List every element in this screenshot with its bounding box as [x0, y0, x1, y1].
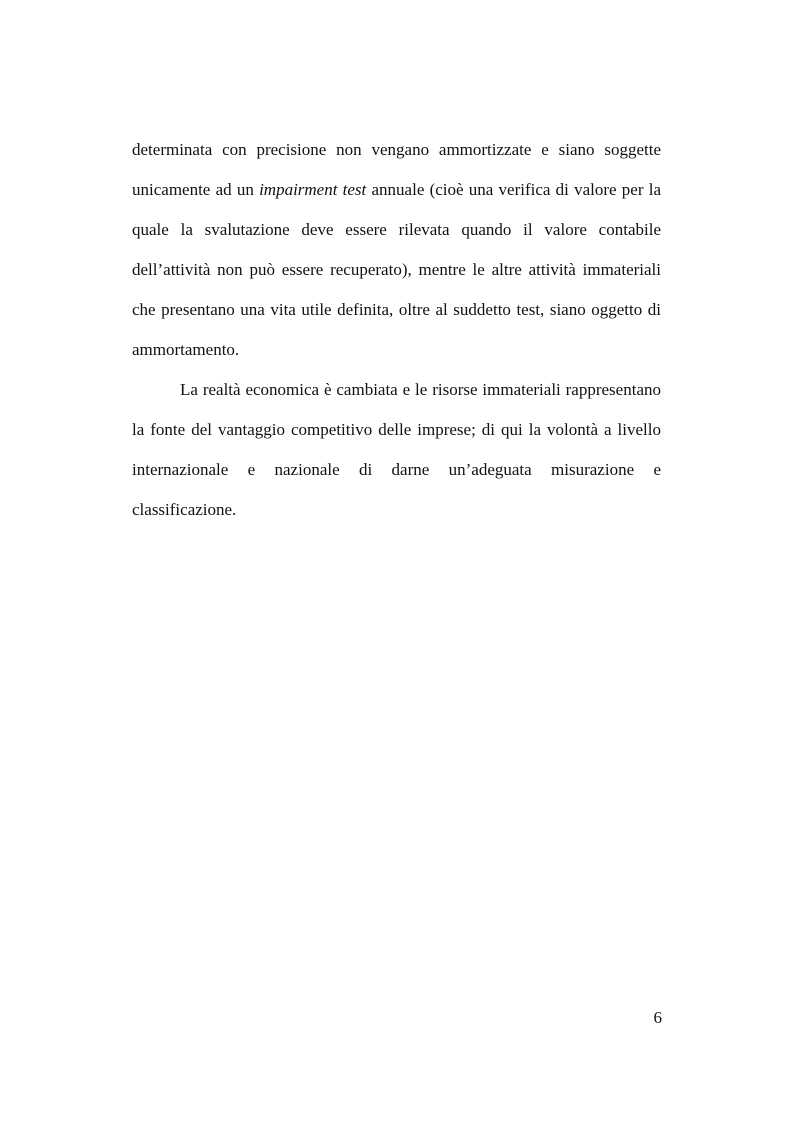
paragraph-1-text-start: determinata con precisione non vengano ammortizzate e siano soggette unicamente ad un	[132, 140, 661, 199]
impairment-test-term: impairment test	[259, 180, 367, 199]
body-text	[132, 130, 661, 530]
page-number: 6	[653, 1008, 662, 1027]
paragraph-1-text-end: annuale (cioè una verifica di valore per la quale la svalutazione deve essere rilevata quando il valore contabile dell’attività non può essere recuperato), mentre le altre attività immateriali che presentano una vita utile definita, oltre al suddetto test, siano oggetto di ammortamento.	[132, 180, 661, 359]
paragraph-1	[132, 130, 661, 370]
paragraph-2: La realtà economica è cambiata e le risorse immateriali rappresentano la fonte del vantaggio competitivo delle imprese; di qui la volontà a livello internazionale e nazionale di darne un’adeguata misurazione e classificazione.	[132, 380, 661, 519]
